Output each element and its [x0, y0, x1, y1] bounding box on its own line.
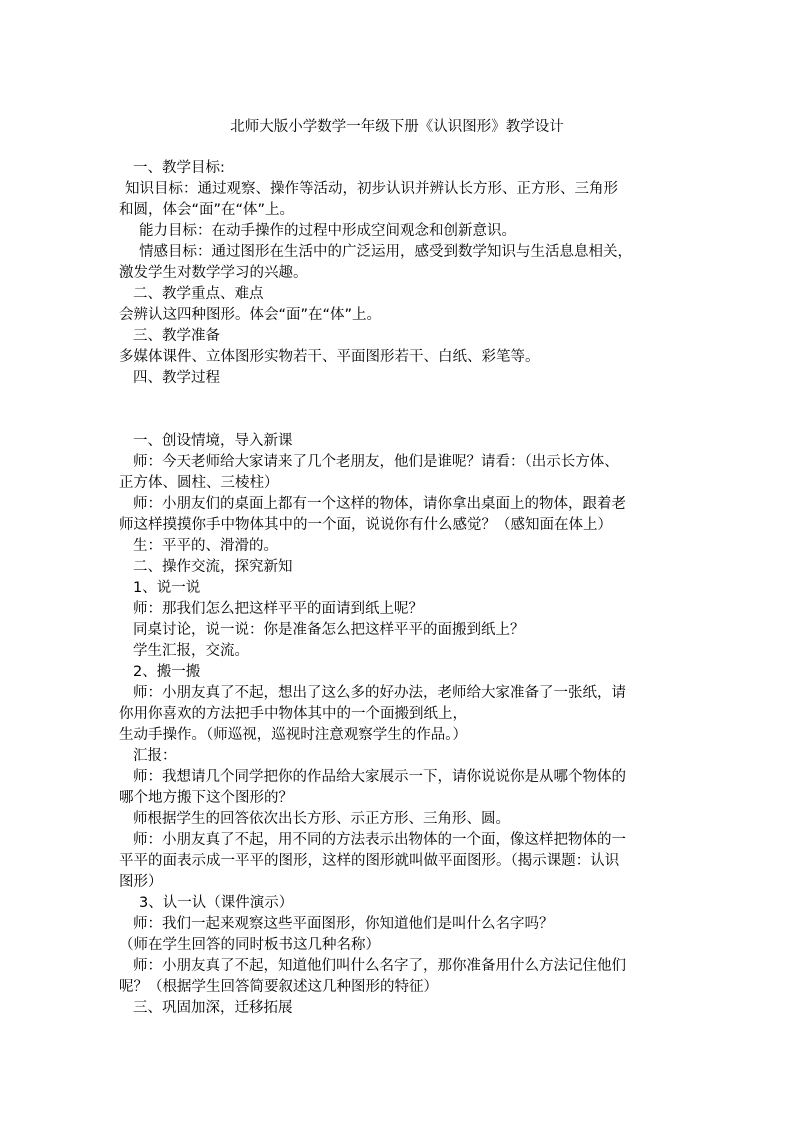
- paragraph-line: 师：今天老师给大家请来了几个老朋友，他们是谁呢？请看：（出示长方体、: [133, 454, 619, 470]
- subsection-heading: 2、搬一搬: [133, 664, 201, 680]
- paragraph-line: 情感目标：通过图形在生活中的广泛运用，感受到数学知识与生活息息相关，: [139, 244, 632, 260]
- paragraph-line: 呢？（根据学生回答简要叙述这几种图形的特征）: [119, 979, 438, 995]
- section-heading-preparation: 三、教学准备: [133, 328, 220, 344]
- paragraph-line: 和圆，体会“面”在“体”上。: [119, 202, 295, 218]
- section-heading-process: 四、教学过程: [133, 370, 220, 386]
- paragraph-line: 师这样摸摸你手中物体其中的一个面，说说你有什么感觉？（感知面在体上）: [119, 517, 612, 533]
- paragraph-line: 同桌讨论，说一说：你是准备怎么把这样平平的面搬到纸上？: [133, 622, 525, 638]
- paragraph-line: 知识目标：通过观察、操作等活动，初步认识并辨认长方形、正方形、三角形: [125, 181, 618, 197]
- paragraph-line: 图形）: [119, 874, 163, 890]
- paragraph-line: 师：小朋友们的桌面上都有一个这样的物体，请你拿出桌面上的物体，跟着老: [133, 496, 626, 512]
- paragraph-line: 多媒体课件、立体图形实物若干、平面图形若干、白纸、彩笔等。: [119, 349, 540, 365]
- paragraph-line: 师根据学生的回答依次出长方形、示正方形、三角形、圆。: [133, 811, 510, 827]
- paragraph-line: 能力目标：在动手操作的过程中形成空间观念和创新意识。: [139, 223, 516, 239]
- section-heading-intro: 一、创设情境，导入新课: [133, 433, 293, 449]
- paragraph-line: 激发学生对数学学习的兴趣。: [119, 265, 308, 281]
- subsection-heading: 1、说一说: [133, 580, 201, 596]
- paragraph-line: 生动手操作。（师巡视，巡视时注意观察学生的作品。）: [119, 727, 467, 743]
- paragraph-line: 你用你喜欢的方法把手中物体其中的一个面搬到纸上，: [119, 706, 467, 722]
- section-heading-objectives: 一、教学目标:: [133, 160, 225, 176]
- paragraph-line: 师：那我们怎么把这样平平的面请到纸上呢？: [133, 601, 423, 617]
- paragraph-line: 生：平平的、滑滑的。: [133, 538, 278, 554]
- paragraph-line: 汇报：: [133, 748, 177, 764]
- paragraph-line: 师：我们一起来观察这些平面图形，你知道他们是叫什么名字吗？: [133, 916, 554, 932]
- section-heading-explore: 二、操作交流，探究新知: [133, 559, 293, 575]
- paragraph-line: 哪个地方搬下这个图形的？: [119, 790, 293, 806]
- paragraph-line: 师：我想请几个同学把你的作品给大家展示一下，请你说说你是从哪个物体的: [133, 769, 626, 785]
- paragraph-line: 师：小朋友真了不起，用不同的方法表示出物体的一个面，像这样把物体的一: [133, 832, 626, 848]
- document-title: 北师大版小学数学一年级下册《认识图形》教学设计: [230, 119, 564, 135]
- paragraph-line: 会辨认这四种图形。体会“面”在“体”上。: [119, 307, 382, 323]
- paragraph-line: 正方体、圆柱、三棱柱）: [119, 475, 279, 491]
- paragraph-line: 平平的面表示成一平平的图形，这样的图形就叫做平面图形。（揭示课题：认识: [119, 853, 620, 869]
- paragraph-line: 师：小朋友真了不起，想出了这么多的好办法，老师给大家准备了一张纸，请: [133, 685, 626, 701]
- section-heading-key-points: 二、教学重点、难点: [133, 286, 264, 302]
- paragraph-line: 师：小朋友真了不起，知道他们叫什么名字了，那你准备用什么方法记住他们: [133, 958, 626, 974]
- paragraph-line: （师在学生回答的同时板书这几种名称）: [119, 937, 380, 953]
- subsection-heading: 3、认一认（课件演示）: [139, 895, 294, 911]
- section-heading-consolidate: 三、巩固加深，迁移拓展: [133, 1000, 293, 1016]
- paragraph-line: 学生汇报，交流。: [133, 643, 249, 659]
